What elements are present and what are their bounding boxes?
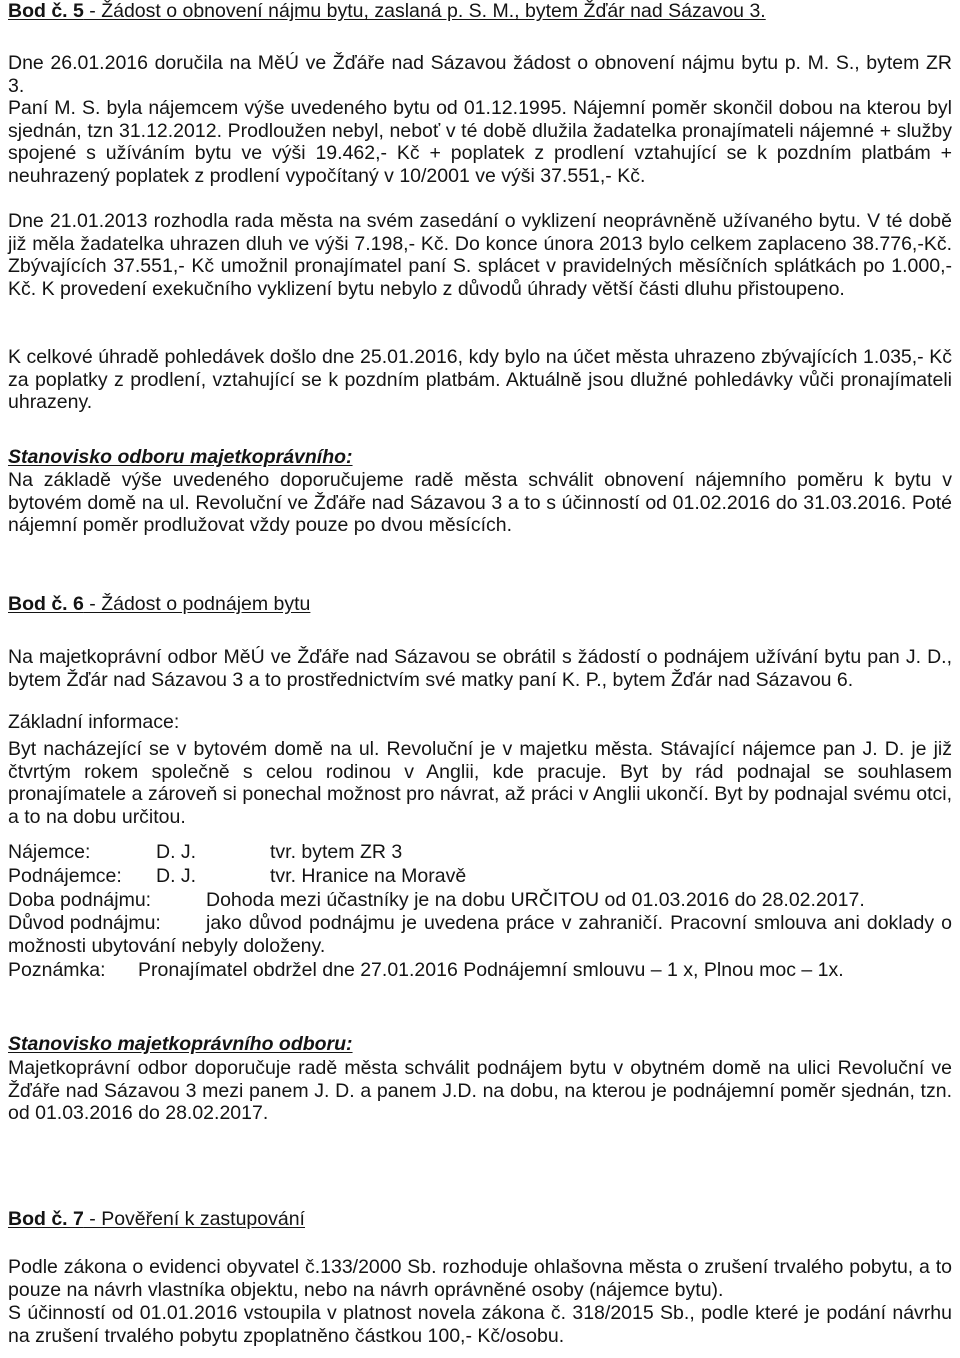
bod6-heading-title: - Žádost o podnájem bytu <box>83 593 311 615</box>
bod5-heading <box>8 0 952 23</box>
bod5-paragraph-4: K celkové úhradě pohledávek došlo dne 25.01.2016, kdy bylo na účet města uhrazeno zbývajících 1.035,- Kč za poplatky z prodlení, vztahující se k pozdním platbám. Aktuálně jsou dlužné pohledávky vůči pronajímateli uhrazeny. <box>8 346 952 414</box>
bod6-info-text: Byt nacházející se v bytovém domě na ul. Revoluční je v majetku města. Stávající nájemce pan J. D. je již čtvrtým rokem společně s celou rodinou v Anglii, kde pracuje. Byt by rád podnajal se souhlasem pronajímatele a zároveň si ponechal možnost pro návrat, až práci v Anglii ukončí. Byt by podnajal svému otci, a to na dobu určitou. <box>8 738 952 828</box>
najemce-address: tvr. bytem ZR 3 <box>270 841 403 863</box>
doba-text: Dohoda mezi účastníky je na dobu URČITOU od 01.03.2016 do 28.02.2017. <box>206 889 865 911</box>
najemce-name: D. J. <box>156 841 197 863</box>
poznamka-text: Pronajímatel obdržel dne 27.01.2016 Podnájemní smlouvu – 1 x, Plnou moc – 1x. <box>138 959 844 981</box>
podnajemce-label: Podnájemce: <box>8 865 122 887</box>
duvod-label: Důvod podnájmu: <box>8 912 161 934</box>
bod7-heading <box>8 1208 952 1231</box>
bod5-stanovisko-text: Na základě výše uvedeného doporučujeme radě města schválit obnovení nájemního poměru k bytu v bytovém domě na ul. Revoluční ve Žďáře nad Sázavou 3 a to s účinností od 01.02.2016 do 31.03.2016. Poté nájemní poměr prodlužovat vždy pouze po dvou měsících. <box>8 469 952 537</box>
bod6-stanovisko-text: Majetkoprávní odbor doporučuje radě města schválit podnájem bytu v obytném domě na ulici Revoluční ve Žďáře nad Sázavou 3 mezi panem J. D. a panem J.D. na dobu, na kterou je podnájemní poměr sjednán, tzn. od 01.03.2016 do 28.02.2017. <box>8 1057 952 1125</box>
bod7-heading-number: Bod č. 7 <box>8 1208 84 1230</box>
bod7-heading-title: - Pověření k zastupování <box>83 1208 305 1230</box>
bod7-paragraph-2: S účinností od 01.01.2016 vstoupila v platnost novela zákona č. 318/2015 Sb., podle které je podání návrhu na zrušení trvalého pobytu zpoplatněno částkou 100,- Kč/osobu. <box>8 1302 952 1347</box>
bod6-stanovisko-title: Stanovisko majetkoprávního odboru: <box>8 1033 353 1055</box>
bod7-paragraph-1: Podle zákona o evidenci obyvatel č.133/2000 Sb. rozhoduje ohlašovna města o zrušení trvalého pobytu, a to pouze na návrh vlastníka objektu, nebo na návrh oprávněné osoby (nájemce bytu). <box>8 1256 952 1301</box>
najemce-label: Nájemce: <box>8 841 91 863</box>
bod5-paragraph-2: Paní M. S. byla nájemcem výše uvedeného bytu od 01.12.1995. Nájemní poměr skončil dobou na kterou byl sjednán, tzn 31.12.2012. Prodloužen nebyl, neboť v té době dlužila žadatelka pronajímateli nájemné + služby spojené s užíváním bytu ve výši 19.462,- Kč + poplatek z prodlení vztahující se k pozdním platbám + neuhrazený poplatek z prodlení vypočítaný v 10/2001 ve výši 37.551,- Kč. <box>8 97 952 187</box>
duvod-text: jako důvod podnájmu je uvedena práce v zahraničí. Pracovní smlouva ani doklady o možnosti ubytování nebyly doloženy. <box>8 912 952 957</box>
podnajemce-name: D. J. <box>156 865 197 887</box>
podnajemce-address: tvr. Hranice na Moravě <box>270 865 467 887</box>
bod5-heading-title: - Žádost o obnovení nájmu bytu, zaslaná p. S. M., bytem Žďár nad Sázavou 3. <box>83 0 766 22</box>
bod6-heading <box>8 593 952 616</box>
bod6-stanovisko-heading <box>8 1033 952 1056</box>
bod6-poznamka-row <box>8 959 952 982</box>
bod5-paragraph-3: Dne 21.01.2013 rozhodla rada města na svém zasedání o vyklizení neoprávněně užívaného bytu. V té době již měla žadatelka uhrazen dluh ve výši 7.198,- Kč. Do konce února 2013 bylo celkem zaplaceno 38.776,-Kč. Zbývajících 37.551,- Kč umožnil pronajímatel paní S. splácet v pravidelných měsíčních splátkách po 1.000,- Kč. K provedení exekučního vyklizení bytu nebylo z důvodů úhrady větší části dluhu přistoupeno. <box>8 210 952 300</box>
poznamka-label: Poznámka: <box>8 959 106 981</box>
doba-label: Doba podnájmu: <box>8 889 152 911</box>
bod6-info-heading: Základní informace: <box>8 711 180 733</box>
bod5-stanovisko-heading <box>8 446 952 469</box>
bod6-heading-number: Bod č. 6 <box>8 593 84 615</box>
bod5-heading-number: Bod č. 5 <box>8 0 84 22</box>
bod5-stanovisko-title: Stanovisko odboru majetkoprávního: <box>8 446 353 468</box>
bod6-duvod-row <box>8 912 952 957</box>
bod5-paragraph-1: Dne 26.01.2016 doručila na MěÚ ve Žďáře nad Sázavou žádost o obnovení nájmu bytu p. M. S., bytem ZR 3. <box>8 52 952 97</box>
bod6-paragraph-1: Na majetkoprávní odbor MěÚ ve Žďáře nad Sázavou se obrátil s žádostí o podnájem užívání bytu pan J. D., bytem Žďár nad Sázavou 3 a to prostřednictvím své matky paní K. P., bytem Žďár nad Sázavou 6. <box>8 646 952 691</box>
